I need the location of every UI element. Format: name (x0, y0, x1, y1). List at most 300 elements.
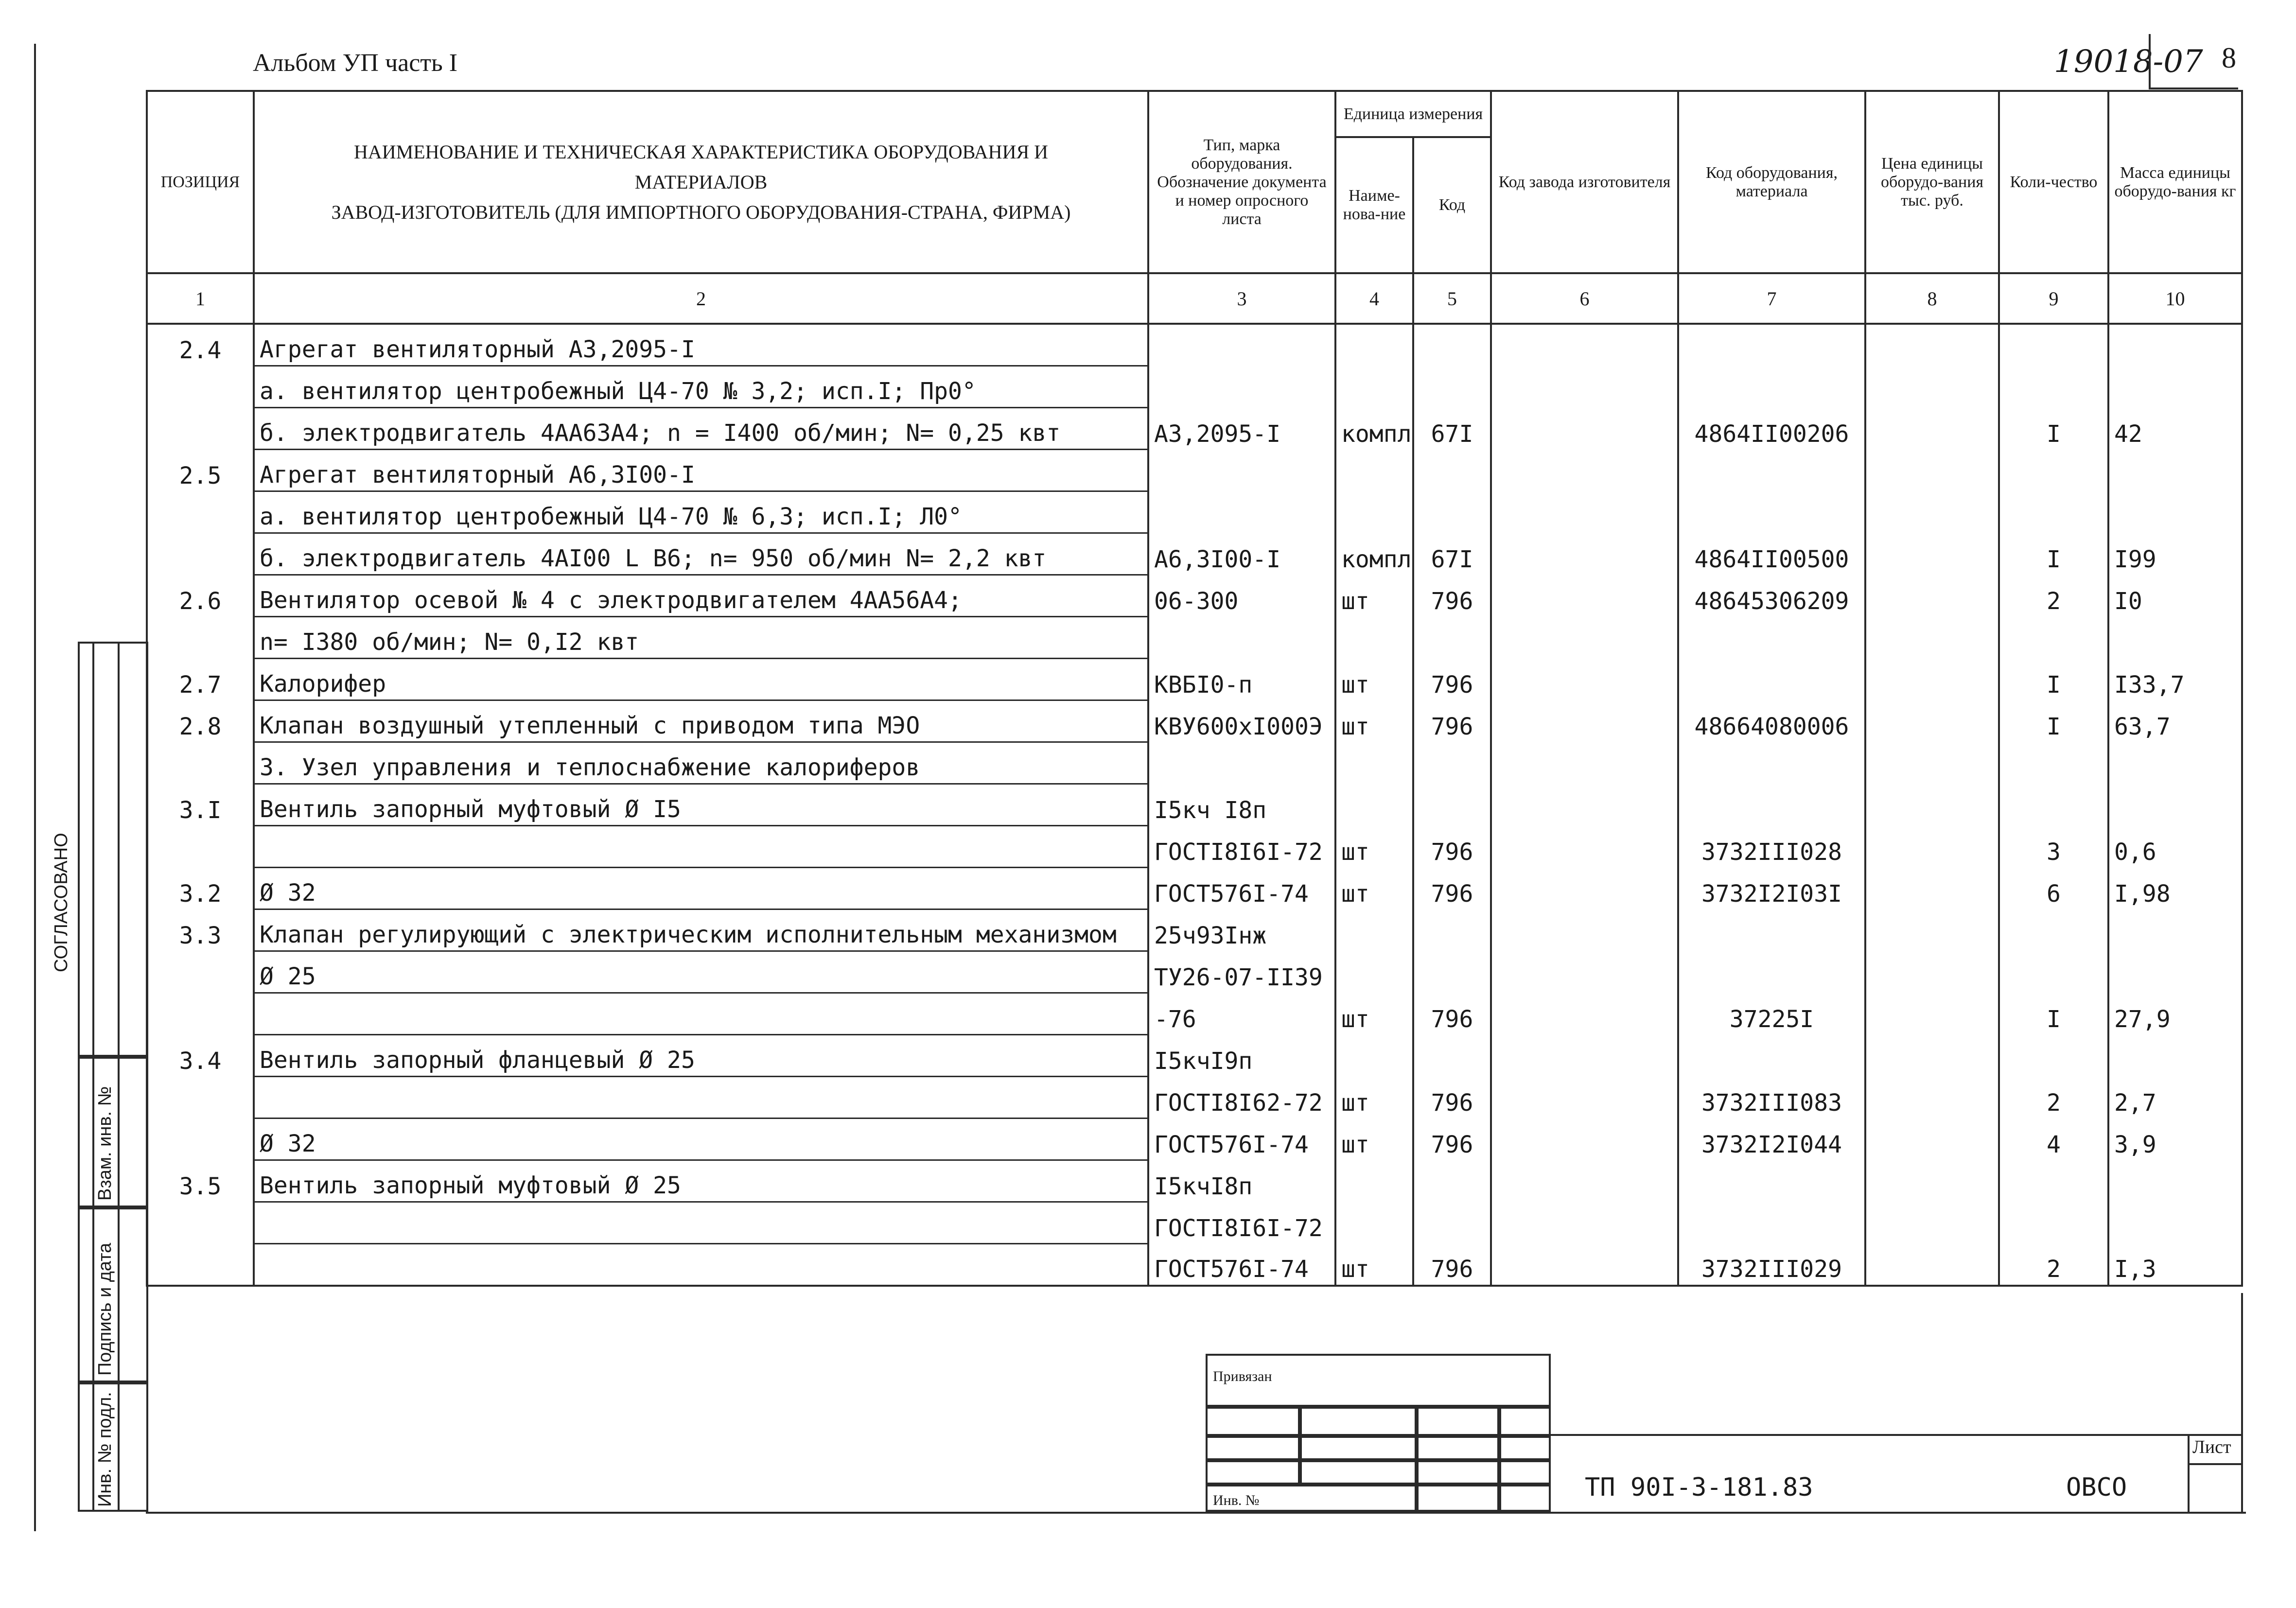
cell-unit: шт (1335, 659, 1413, 700)
cell-position (147, 1244, 254, 1286)
table-row (147, 951, 2242, 993)
col-number: 3 (1148, 273, 1335, 324)
cell-position: 2.8 (147, 700, 254, 742)
title-block-line (2188, 1463, 2241, 1465)
cell-mass: I,98 (2108, 868, 2242, 909)
stamp-line (1415, 1405, 1419, 1512)
stamp-label-inv-no: Инв. № (1213, 1492, 1260, 1508)
cell-price (1865, 1202, 1999, 1244)
cell-name: а. вентилятор центробежный Ц4-70 № 3,2; исп.I; Пр0° (254, 366, 1148, 408)
cell-mass (2108, 491, 2242, 533)
cell-price (1865, 909, 1999, 951)
cell-type: А3,2095-I (1148, 408, 1335, 450)
cell-unit-code: 67I (1413, 408, 1491, 450)
col-header-mass: Масса единицы оборудо-вания кг (2108, 91, 2242, 273)
col-number: 10 (2108, 273, 2242, 324)
cell-price (1865, 1035, 1999, 1077)
title-block-line (2188, 1434, 2190, 1512)
cell-material-code (1678, 324, 1865, 366)
title-sheet-label: Лист (2192, 1437, 2231, 1457)
cell-unit-code: 796 (1413, 826, 1491, 868)
cell-name: Ø 32 (254, 1119, 1148, 1160)
cell-quantity (1999, 617, 2108, 659)
cell-price (1865, 659, 1999, 700)
cell-unit-code: 796 (1413, 1077, 1491, 1119)
cell-unit (1335, 617, 1413, 659)
cell-factory-code (1491, 491, 1678, 533)
header-row-top (147, 91, 2242, 137)
cell-unit-code (1413, 491, 1491, 533)
cell-quantity (1999, 951, 2108, 993)
cell-factory-code (1491, 575, 1678, 617)
cell-position (147, 826, 254, 868)
cell-unit (1335, 1160, 1413, 1202)
cell-mass (2108, 366, 2242, 408)
cell-price (1865, 324, 1999, 366)
cell-mass: 63,7 (2108, 700, 2242, 742)
cell-price (1865, 1160, 1999, 1202)
cell-factory-code (1491, 533, 1678, 575)
cell-material-code: 4864II00206 (1678, 408, 1865, 450)
side-strip-divider (78, 1206, 148, 1209)
cell-name: n= I380 об/мин; N= 0,I2 квт (254, 617, 1148, 659)
cell-mass (2108, 1160, 2242, 1202)
cell-factory-code (1491, 1202, 1678, 1244)
cell-quantity: I (1999, 993, 2108, 1035)
cell-price (1865, 868, 1999, 909)
col-number: 9 (1999, 273, 2108, 324)
cell-unit-code (1413, 742, 1491, 784)
cell-unit: шт (1335, 826, 1413, 868)
album-title: Альбом УП часть I (253, 49, 458, 77)
cell-position (147, 408, 254, 450)
table-row (147, 784, 2242, 826)
cell-unit-code (1413, 617, 1491, 659)
cell-factory-code (1491, 617, 1678, 659)
cell-unit: шт (1335, 868, 1413, 909)
cell-price (1865, 742, 1999, 784)
cell-price (1865, 784, 1999, 826)
cell-name: Вентиль запорный фланцевый Ø 25 (254, 1035, 1148, 1077)
table-row (147, 450, 2242, 491)
cell-quantity: 2 (1999, 575, 2108, 617)
cell-type: I5кчI8п (1148, 1160, 1335, 1202)
col-number: 7 (1678, 273, 1865, 324)
cell-unit (1335, 909, 1413, 951)
cell-type: 06-300 (1148, 575, 1335, 617)
cell-position (147, 742, 254, 784)
cell-mass (2108, 324, 2242, 366)
cell-factory-code (1491, 366, 1678, 408)
col-header-factory-code: Код завода изготовителя (1491, 91, 1678, 273)
cell-factory-code (1491, 450, 1678, 491)
cell-mass: 0,6 (2108, 826, 2242, 868)
cell-unit: шт (1335, 575, 1413, 617)
cell-name: Агрегат вентиляторный А3,2095-I (254, 324, 1148, 366)
cell-quantity: 6 (1999, 868, 2108, 909)
cell-name: Ø 32 (254, 868, 1148, 909)
cell-unit-code (1413, 450, 1491, 491)
table-row (147, 909, 2242, 951)
cell-mass (2108, 742, 2242, 784)
cell-unit (1335, 324, 1413, 366)
col-number: 5 (1413, 273, 1491, 324)
cell-type: ГОСТI8I6I-72 (1148, 1202, 1335, 1244)
cell-material-code (1678, 742, 1865, 784)
cell-unit (1335, 951, 1413, 993)
table-row (147, 324, 2242, 366)
cell-type (1148, 617, 1335, 659)
cell-factory-code (1491, 324, 1678, 366)
cell-quantity (1999, 909, 2108, 951)
document-number: 19018-07 (2054, 44, 2203, 80)
table-row (147, 575, 2242, 617)
side-label-sign-date: Подпись и дата (95, 1242, 115, 1376)
cell-unit: шт (1335, 993, 1413, 1035)
cell-position: 2.4 (147, 324, 254, 366)
cell-price (1865, 408, 1999, 450)
cell-material-code: 37225I (1678, 993, 1865, 1035)
cell-price (1865, 491, 1999, 533)
cell-type: ГОСТ576I-74 (1148, 1119, 1335, 1160)
col-header-material-code: Код оборудования, материала (1678, 91, 1865, 273)
stamp-line (1298, 1405, 1302, 1483)
table-row (147, 1244, 2242, 1286)
cell-mass (2108, 784, 2242, 826)
col-number: 2 (254, 273, 1148, 324)
col-header-unit-name: Наиме-нова-ние (1335, 137, 1413, 273)
cell-material-code: 48664080006 (1678, 700, 1865, 742)
table-row (147, 1160, 2242, 1202)
cell-type: КВБI0-п (1148, 659, 1335, 700)
cell-unit: компл (1335, 533, 1413, 575)
cell-type (1148, 742, 1335, 784)
cell-name: б. электродвигатель 4АI00 L В6; n= 950 об/мин N= 2,2 квт (254, 533, 1148, 575)
cell-unit-code: 67I (1413, 533, 1491, 575)
cell-price (1865, 700, 1999, 742)
cell-name (254, 1202, 1148, 1244)
col-header-unit-group: Единица измерения (1335, 91, 1491, 137)
cell-material-code: 3732III028 (1678, 826, 1865, 868)
cell-name: Агрегат вентиляторный А6,3I00-I (254, 450, 1148, 491)
cell-mass: 3,9 (2108, 1119, 2242, 1160)
cell-factory-code (1491, 909, 1678, 951)
cell-material-code: 3732III029 (1678, 1244, 1865, 1286)
cell-material-code (1678, 951, 1865, 993)
cell-type (1148, 366, 1335, 408)
cell-unit-code: 796 (1413, 1119, 1491, 1160)
cell-factory-code (1491, 951, 1678, 993)
col-header-name (254, 91, 1148, 273)
cell-material-code (1678, 617, 1865, 659)
cell-type: ГОСТI8I6I-72 (1148, 826, 1335, 868)
cell-material-code (1678, 450, 1865, 491)
cell-mass (2108, 1202, 2242, 1244)
cell-factory-code (1491, 1160, 1678, 1202)
cell-type: ГОСТI8I62-72 (1148, 1077, 1335, 1119)
cell-unit: шт (1335, 1119, 1413, 1160)
cell-factory-code (1491, 826, 1678, 868)
cell-position (147, 993, 254, 1035)
cell-factory-code (1491, 868, 1678, 909)
cell-price (1865, 617, 1999, 659)
cell-price (1865, 575, 1999, 617)
cell-unit-code (1413, 1160, 1491, 1202)
table-row (147, 1202, 2242, 1244)
title-object-code: ОВСО (2066, 1473, 2127, 1502)
cell-name (254, 1244, 1148, 1286)
frame-bottom-line (146, 1512, 2246, 1514)
col-header-name-line1: НАИМЕНОВАНИЕ И ТЕХНИЧЕСКАЯ ХАРАКТЕРИСТИКА ОБОРУДОВАНИЯ И (353, 140, 1049, 163)
cell-material-code (1678, 366, 1865, 408)
cell-quantity (1999, 742, 2108, 784)
col-number: 4 (1335, 273, 1413, 324)
cell-quantity (1999, 784, 2108, 826)
col-header-name-line2: МАТЕРИАЛОВ (634, 171, 768, 193)
cell-position (147, 1119, 254, 1160)
col-header-name-line3: ЗАВОД-ИЗГОТОВИТЕЛЬ (ДЛЯ ИМПОРТНОГО ОБОРУДОВАНИЯ-СТРАНА, ФИРМА) (331, 201, 1071, 223)
cell-type: -76 (1148, 993, 1335, 1035)
cell-name (254, 1077, 1148, 1119)
cell-factory-code (1491, 742, 1678, 784)
cell-position: 3.3 (147, 909, 254, 951)
cell-price (1865, 1119, 1999, 1160)
cell-position: 3.I (147, 784, 254, 826)
cell-price (1865, 533, 1999, 575)
cell-mass: 42 (2108, 408, 2242, 450)
cell-mass (2108, 909, 2242, 951)
col-header-unit-code: Код (1413, 137, 1491, 273)
cell-name: Вентиль запорный муфтовый Ø I5 (254, 784, 1148, 826)
cell-factory-code (1491, 993, 1678, 1035)
table-row (147, 408, 2242, 450)
cell-position: 2.5 (147, 450, 254, 491)
cell-material-code: 3732I2I03I (1678, 868, 1865, 909)
cell-name: б. электродвигатель 4АА63А4; n = I400 об/мин; N= 0,25 квт (254, 408, 1148, 450)
cell-mass (2108, 1035, 2242, 1077)
table-body (147, 324, 2242, 1286)
cell-material-code (1678, 659, 1865, 700)
cell-material-code (1678, 1202, 1865, 1244)
cell-unit-code: 796 (1413, 700, 1491, 742)
side-strip-divider (78, 1381, 148, 1384)
cell-unit (1335, 1035, 1413, 1077)
cell-unit-code (1413, 324, 1491, 366)
specification-table (146, 90, 2243, 1287)
cell-quantity: I (1999, 700, 2108, 742)
cell-mass: I0 (2108, 575, 2242, 617)
cell-material-code: 48645306209 (1678, 575, 1865, 617)
cell-position: 3.5 (147, 1160, 254, 1202)
cell-quantity (1999, 1160, 2108, 1202)
cell-price (1865, 1077, 1999, 1119)
cell-quantity: 2 (1999, 1244, 2108, 1286)
cell-mass (2108, 617, 2242, 659)
cell-type: 25ч93Iнж (1148, 909, 1335, 951)
cell-name: Калорифер (254, 659, 1148, 700)
cell-unit (1335, 742, 1413, 784)
cell-mass: I99 (2108, 533, 2242, 575)
cell-name: а. вентилятор центробежный Ц4-70 № 6,3; исп.I; Л0° (254, 491, 1148, 533)
cell-material-code (1678, 909, 1865, 951)
cell-name: 3. Узел управления и теплоснабжение калориферов (254, 742, 1148, 784)
title-block-line (1551, 1434, 2241, 1436)
cell-quantity (1999, 1035, 2108, 1077)
col-header-type: Тип, марка оборудования. Обозначение документа и номер опросного листа (1148, 91, 1335, 273)
cell-material-code: 4864II00500 (1678, 533, 1865, 575)
cell-name (254, 826, 1148, 868)
title-doc-code: ТП 90I-3-181.83 (1585, 1473, 1813, 1502)
cell-type: ГОСТ576I-74 (1148, 1244, 1335, 1286)
cell-name: Вентилятор осевой № 4 с электродвигателем 4АА56А4; (254, 575, 1148, 617)
col-header-price: Цена единицы оборудо-вания тыс. руб. (1865, 91, 1999, 273)
side-label-inv-podl: Инв. № подл. (95, 1392, 115, 1507)
cell-quantity: 4 (1999, 1119, 2108, 1160)
table-row (147, 742, 2242, 784)
table-row (147, 533, 2242, 575)
cell-position (147, 533, 254, 575)
cell-unit-code (1413, 366, 1491, 408)
cell-price (1865, 993, 1999, 1035)
cell-position: 3.4 (147, 1035, 254, 1077)
cell-factory-code (1491, 1077, 1678, 1119)
cell-factory-code (1491, 1119, 1678, 1160)
cell-unit: шт (1335, 700, 1413, 742)
cell-unit (1335, 784, 1413, 826)
cell-mass: 27,9 (2108, 993, 2242, 1035)
cell-factory-code (1491, 408, 1678, 450)
cell-unit-code (1413, 1202, 1491, 1244)
cell-type: ГОСТ576I-74 (1148, 868, 1335, 909)
cell-mass: 2,7 (2108, 1077, 2242, 1119)
cell-unit (1335, 450, 1413, 491)
cell-quantity (1999, 1202, 2108, 1244)
cell-mass: I,3 (2108, 1244, 2242, 1286)
cell-unit-code: 796 (1413, 1244, 1491, 1286)
cell-price (1865, 826, 1999, 868)
table-row (147, 1119, 2242, 1160)
cell-unit-code: 796 (1413, 575, 1491, 617)
cell-position (147, 951, 254, 993)
col-number: 1 (147, 273, 254, 324)
side-label-vzam-inv: Взам. инв. № (95, 1086, 115, 1201)
cell-position: 3.2 (147, 868, 254, 909)
cell-quantity (1999, 366, 2108, 408)
cell-quantity (1999, 450, 2108, 491)
cell-factory-code (1491, 1035, 1678, 1077)
table-row (147, 659, 2242, 700)
cell-position (147, 491, 254, 533)
cell-material-code: 3732I2I044 (1678, 1119, 1865, 1160)
table-row (147, 1077, 2242, 1119)
table-row (147, 1035, 2242, 1077)
sheet-number: 8 (2222, 42, 2236, 74)
cell-quantity: I (1999, 408, 2108, 450)
col-number: 8 (1865, 273, 1999, 324)
cell-unit-code: 796 (1413, 868, 1491, 909)
cell-type: I5кчI9п (1148, 1035, 1335, 1077)
cell-factory-code (1491, 659, 1678, 700)
cell-unit-code (1413, 1035, 1491, 1077)
cell-unit: шт (1335, 1077, 1413, 1119)
cell-price (1865, 450, 1999, 491)
cell-mass (2108, 951, 2242, 993)
cell-quantity (1999, 324, 2108, 366)
cell-unit (1335, 366, 1413, 408)
cell-position (147, 617, 254, 659)
cell-material-code (1678, 491, 1865, 533)
stamp-label-privyazan: Привязан (1213, 1368, 1272, 1384)
cell-type: А6,3I00-I (1148, 533, 1335, 575)
column-number-row (147, 273, 2242, 324)
cell-mass (2108, 450, 2242, 491)
cell-name: Клапан воздушный утепленный с приводом типа МЭО (254, 700, 1148, 742)
cell-unit: компл (1335, 408, 1413, 450)
cell-unit (1335, 491, 1413, 533)
cell-type (1148, 450, 1335, 491)
table-row (147, 617, 2242, 659)
cell-position: 2.6 (147, 575, 254, 617)
cell-type (1148, 491, 1335, 533)
cell-quantity: I (1999, 659, 2108, 700)
cell-quantity: 3 (1999, 826, 2108, 868)
cell-unit-code: 796 (1413, 659, 1491, 700)
cell-factory-code (1491, 784, 1678, 826)
cell-unit-code: 796 (1413, 993, 1491, 1035)
cell-unit-code (1413, 784, 1491, 826)
cell-name (254, 993, 1148, 1035)
cell-price (1865, 366, 1999, 408)
cell-factory-code (1491, 700, 1678, 742)
cell-type (1148, 324, 1335, 366)
cell-price (1865, 951, 1999, 993)
cell-name: Клапан регулирующий с электрическим исполнительным механизмом (254, 909, 1148, 951)
cell-type: I5кч I8п (1148, 784, 1335, 826)
cell-name: Вентиль запорный муфтовый Ø 25 (254, 1160, 1148, 1202)
side-strip-divider (78, 1055, 148, 1059)
cell-quantity: I (1999, 533, 2108, 575)
cell-unit (1335, 1202, 1413, 1244)
cell-position (147, 366, 254, 408)
table-row (147, 366, 2242, 408)
table-row (147, 868, 2242, 909)
cell-name: Ø 25 (254, 951, 1148, 993)
side-label-agreed: СОГЛАСОВАНО (51, 833, 71, 972)
cell-price (1865, 1244, 1999, 1286)
cell-type: ТУ26-07-II39 (1148, 951, 1335, 993)
cell-unit-code (1413, 951, 1491, 993)
cell-type: КВУ600хI000Э (1148, 700, 1335, 742)
cell-material-code (1678, 1035, 1865, 1077)
cell-material-code (1678, 784, 1865, 826)
cell-material-code (1678, 1160, 1865, 1202)
cell-factory-code (1491, 1244, 1678, 1286)
cell-position: 2.7 (147, 659, 254, 700)
cell-mass: I33,7 (2108, 659, 2242, 700)
cell-unit: шт (1335, 1244, 1413, 1286)
cell-unit-code (1413, 909, 1491, 951)
table-row (147, 826, 2242, 868)
cell-position (147, 1077, 254, 1119)
table-row (147, 700, 2242, 742)
frame-left-line (34, 44, 36, 1531)
col-number: 6 (1491, 273, 1678, 324)
frame-right-line (2241, 1293, 2243, 1512)
table-row (147, 993, 2242, 1035)
col-header-position: ПОЗИЦИЯ (147, 91, 254, 273)
cell-quantity (1999, 491, 2108, 533)
cell-material-code: 3732III083 (1678, 1077, 1865, 1119)
